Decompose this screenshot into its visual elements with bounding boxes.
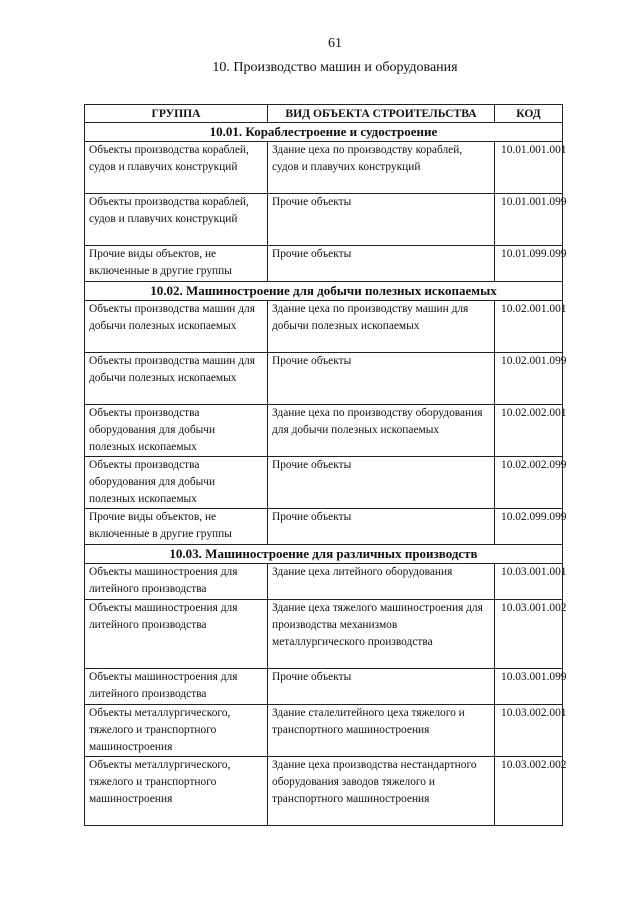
group-cell: Объекты производства оборудования для добычи полезных ископаемых: [85, 457, 268, 509]
group-cell: Объекты производства оборудования для добычи полезных ископаемых: [85, 405, 268, 457]
header-group: ГРУППА: [85, 105, 268, 123]
code-cell: 10.03.001.002: [495, 600, 563, 669]
table-row: [85, 669, 563, 705]
header-object-type: ВИД ОБЪЕКТА СТРОИТЕЛЬСТВА: [268, 105, 495, 123]
section-title: 10.02. Машиностроение для добычи полезных ископаемых: [85, 282, 563, 301]
group-cell: Объекты производства кораблей, судов и плавучих конструкций: [85, 194, 268, 246]
table-row: [85, 757, 563, 826]
table-header-row: [85, 105, 563, 123]
table-row: [85, 457, 563, 509]
table-row: [85, 194, 563, 246]
page-title: 10. Производство машин и оборудования: [212, 60, 458, 75]
object-cell: Здание цеха по производству машин для добычи полезных ископаемых: [268, 301, 495, 353]
code-cell: 10.02.002.001: [495, 405, 563, 457]
table-row: [85, 246, 563, 282]
group-cell: Объекты производства машин для добычи полезных ископаемых: [85, 353, 268, 405]
object-cell: Здание цеха литейного оборудования: [268, 564, 495, 600]
object-cell: Прочие объекты: [268, 457, 495, 509]
section-heading-row: [85, 123, 563, 142]
code-cell: 10.01.001.099: [495, 194, 563, 246]
object-cell: Прочие объекты: [268, 669, 495, 705]
group-cell: Объекты производства кораблей, судов и плавучих конструкций: [85, 142, 268, 194]
code-cell: 10.03.001.001: [495, 564, 563, 600]
table-row: [85, 600, 563, 669]
table-row: [85, 405, 563, 457]
code-cell: 10.03.002.001: [495, 705, 563, 757]
section-heading-row: [85, 545, 563, 564]
code-cell: 10.02.002.099: [495, 457, 563, 509]
object-cell: Здание цеха по производству оборудования для добычи полезных ископаемых: [268, 405, 495, 457]
section-title: 10.01. Кораблестроение и судостроение: [85, 123, 563, 142]
group-cell: Объекты машиностроения для литейного производства: [85, 564, 268, 600]
group-cell: Прочие виды объектов, не включенные в другие группы: [85, 509, 268, 545]
classification-table: [84, 104, 567, 826]
object-cell: Здание цеха по производству кораблей, судов и плавучих конструкций: [268, 142, 495, 194]
group-cell: Объекты металлургического, тяжелого и транспортного машиностроения: [85, 705, 268, 757]
object-cell: Прочие объекты: [268, 194, 495, 246]
section-heading-row: [85, 282, 563, 301]
code-cell: 10.02.001.099: [495, 353, 563, 405]
table-row: [85, 564, 563, 600]
code-cell: 10.01.099.099: [495, 246, 563, 282]
object-cell: Здание цеха производства нестандартного оборудования заводов тяжелого и транспортного машиностроения: [268, 757, 495, 826]
object-cell: Прочие объекты: [268, 353, 495, 405]
header-code: КОД: [495, 105, 563, 123]
section-title: 10.03. Машиностроение для различных производств: [85, 545, 563, 564]
object-cell: Здание сталелитейного цеха тяжелого и транспортного машиностроения: [268, 705, 495, 757]
group-cell: Объекты производства машин для добычи полезных ископаемых: [85, 301, 268, 353]
page-number: 61: [328, 36, 342, 51]
table-row: [85, 509, 563, 545]
code-cell: 10.02.099.099: [495, 509, 563, 545]
group-cell: Прочие виды объектов, не включенные в другие группы: [85, 246, 268, 282]
table-row: [85, 301, 563, 353]
object-cell: Прочие объекты: [268, 509, 495, 545]
code-cell: 10.01.001.001: [495, 142, 563, 194]
object-cell: Прочие объекты: [268, 246, 495, 282]
object-cell: Здание цеха тяжелого машиностроения для производства механизмов металлургического производства: [268, 600, 495, 669]
code-cell: 10.03.001.099: [495, 669, 563, 705]
group-cell: Объекты металлургического, тяжелого и транспортного машиностроения: [85, 757, 268, 826]
code-cell: 10.03.002.002: [495, 757, 563, 826]
group-cell: Объекты машиностроения для литейного производства: [85, 600, 268, 669]
table-row: [85, 353, 563, 405]
table-row: [85, 142, 563, 194]
group-cell: Объекты машиностроения для литейного производства: [85, 669, 268, 705]
code-cell: 10.02.001.001: [495, 301, 563, 353]
table-row: [85, 705, 563, 757]
